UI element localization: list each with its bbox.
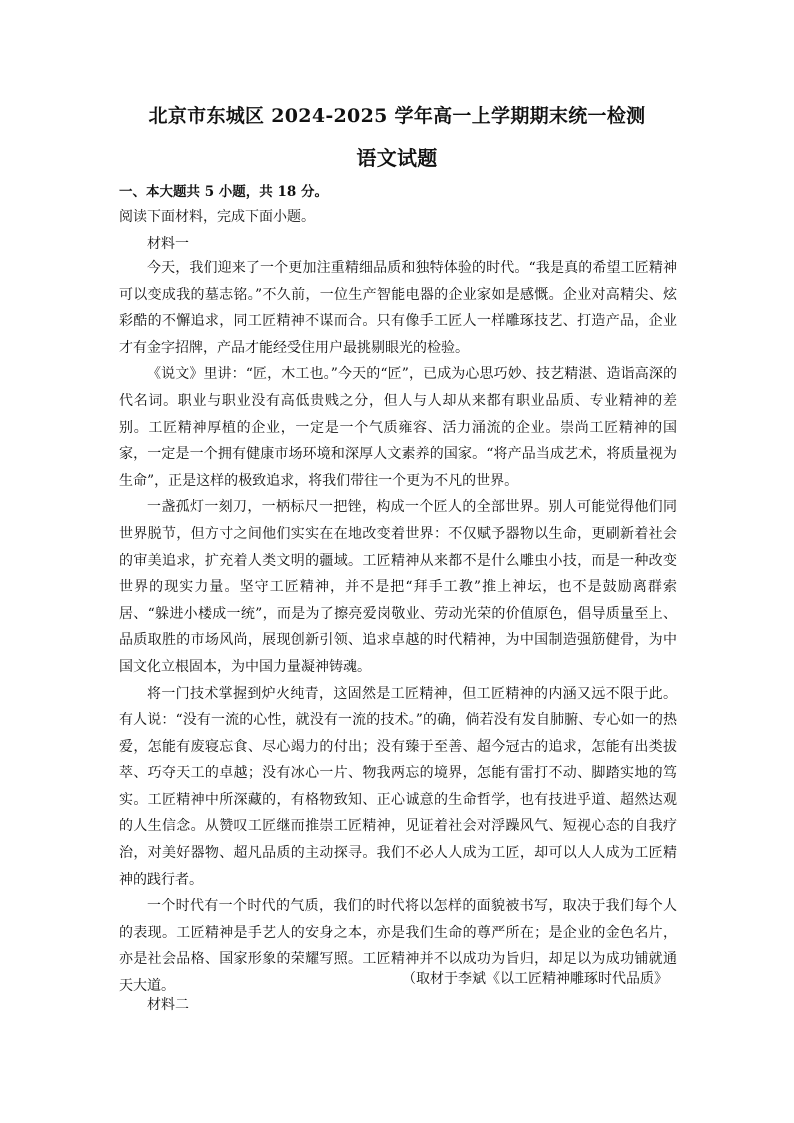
material-one-body <box>119 255 677 1000</box>
material-one-source: （取材于李斌《以工匠精神雕琢时代品质》 <box>402 971 668 987</box>
page-title: 北京市东城区 2024-2025 学年高一上学期期末统一检测 <box>148 105 646 127</box>
paragraph: 将一门技术掌握到炉火纯青，这固然是工匠精神，但工匠精神的内涵又远不限于此。有人说：“没有一流的心性，就没有一流的技术。”的确，倘若没有发自肺腑、专心如一的热爱，怎能有废寝忘食、尽心竭力的付出；没有臻于至善、超今冠古的追求，怎能有出类拔萃、巧夺天工的卓越；没有冰心一片、物我两忘的境界，怎能有雷打不动、脚踏实地的笃实。工匠精神中所深藏的，有格物致知、正心诚意的生命哲学，也有技进乎道、超然达观的人生信念。从赞叹工匠继而推崇工匠精神，见证着社会对浮躁风气、短视心态的自我疗治，对美好器物、超凡品质的主动探寻。我们不必人人成为工匠，却可以人人成为工匠精神的践行者。 <box>119 685 677 888</box>
section-instruction: 阅读下面材料，完成下面小题。 <box>119 209 315 225</box>
section-heading: 一、本大题共 5 小题，共 18 分。 <box>119 184 328 200</box>
paragraph: 今天，我们迎来了一个更加注重精细品质和独特体验的时代。“我是真的希望工匠精神可以变成我的墓志铭。”不久前，一位生产智能电器的企业家如是感慨。企业对高精尖、炫彩酷的不懈追求，同工匠精神不谋而合。只有像手工匠人一样雕琢技艺、打造产品，企业才有金字招牌，产品才能经受住用户最挑剔眼光的检验。 <box>119 260 677 356</box>
page-subtitle: 语文试题 <box>356 146 438 170</box>
paragraph: 一个时代有一个时代的气质，我们的时代将以怎样的面貌被书写，取决于我们每个人的表现。工匠精神是手艺人的安身之本，亦是我们生命的尊严所在；是企业的金色名片，亦是社会品格、国家形象的荣耀写照。工匠精神并不以成功为旨归，却足以为成功铺就通天大道。 <box>119 898 677 995</box>
material-one-label: 材料一 <box>147 236 189 252</box>
paragraph: 一盏孤灯一刻刀，一柄标尺一把锉，构成一个匠人的全部世界。别人可能觉得他们同世界脱节，但方寸之间他们实实在在地改变着世界：不仅赋予器物以生命，更刷新着社会的审美追求，扩充着人类文明的疆域。工匠精神从来都不是什么雕虫小技，而是一种改变世界的现实力量。坚守工匠精神，并不是把“拜手工教”推上神坛，也不是鼓励离群索居、“躲进小楼成一统”，而是为了擦亮爱岗敬业、劳动光荣的价值原色，倡导质量至上、品质取胜的市场风尚，展现创新引领、追求卓越的时代精神，为中国制造强筋健骨，为中国文化立根固本，为中国力量凝神铸魂。 <box>119 499 677 675</box>
paragraph: 《说文》里讲：“匠，木工也。”今天的“匠”，已成为心思巧妙、技艺精湛、造诣高深的代名词。职业与职业没有高低贵贱之分，但人与人却从来都有职业品质、专业精神的差别。工匠精神厚植的企业，一定是一个气质雍容、活力涌流的企业。崇尚工匠精神的国家，一定是一个拥有健康市场环境和深厚人文素养的国家。“将产品当成艺术，将质量视为生命”，正是这样的极致追求，将我们带往一个更为不凡的世界。 <box>119 366 677 489</box>
material-two-label: 材料二 <box>147 997 189 1013</box>
